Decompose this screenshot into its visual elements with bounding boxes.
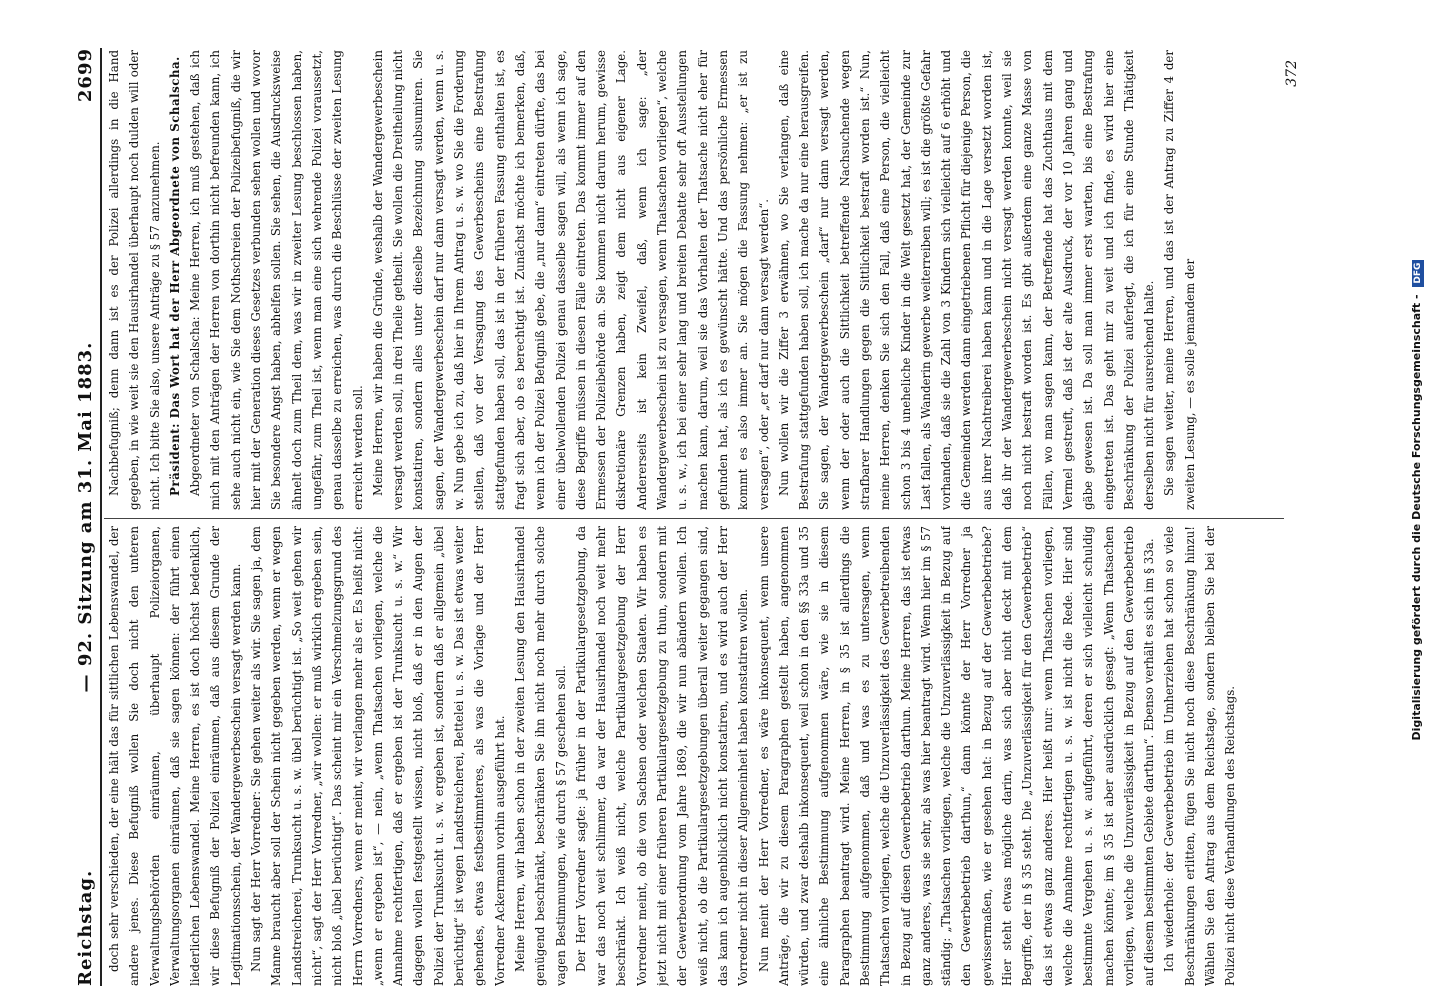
- left-paragraph: doch sehr verschieden, der eine hält das für sittlichen Lebenswandel, der andere jenes. Diese Befugniß wollen Sie doch nicht den unteren Verwaltungsbehörden einräumen, überhaupt Polizeiorganen, Verwaltungsorganen einräumen, daß sie sagen können: der führt einen liederlichen Lebenswandel. Meine Herren, es ist doch höchst bedenklich, wir diese Befugniß der Polizei einräumen, daß aus diesem Grunde der Legitimationsschein, der Wandergewerbeschein versagt werden kann.: [107, 526, 243, 986]
- right-paragraph: Präsident: Das Wort hat der Herr Abgeordnete von Schalscha.: [167, 56, 182, 496]
- right-paragraph: Sie sagen weiter, meine Herren, und das ist der Antrag zu Ziffer 4 der zweiten Lesung, — es solle jemandem der: [1162, 50, 1197, 510]
- left-column: [104, 526, 1284, 986]
- header-journal-title: Reichstag.: [75, 869, 96, 986]
- dfg-logo: DFG: [1412, 260, 1424, 287]
- header-session-date: — 92. Sitzung am 31. Mai 1883.: [75, 341, 96, 693]
- header-page-number: 2699: [75, 48, 96, 103]
- right-paragraph: Nachbefugniß; denn dann ist es der Polizei allerdings in die Hand gegeben, in wie weit sie den Hausirhandel überhaupt noch dulden will oder nicht. Ich bitte Sie also, unsere Anträge zu § 57 anzunehmen.: [107, 50, 162, 510]
- left-paragraph: Meine Herren, wir haben schon in der zweiten Lesung den Hausirhandel genügend beschränkt, beschränken Sie ihn nicht noch mehr durch solche vagen Bestimmungen, wie durch § 57 geschehen soll.: [512, 526, 568, 986]
- digitization-credit: [1410, 20, 1424, 980]
- left-paragraph: Nun sagt der Herr Vorredner: Sie gehen weiter als wir. Sie sagen ja, dem Manne braucht aber soll der Schein nicht gegeben werden, wenn er wegen Landstreicherei, Trunksucht u. s. w. übel berüchtigt ist. „So weit gehen wir nicht“, sagt der Herr Vorredner, „wir wollen: er muß wirklich ergeben sein, nicht bloß „übel berüchtigt“. Das scheint mir ein Verschmelzungsgrund des Herrn Vorredners, wenn er meint, wir verlangen mehr als er. Es heißt nicht: „wenn er ergeben ist“, — nein, „wenn Thatsachen vorliegen, welche die Annahme rechtfertigen, daß er ergeben ist der Trunksucht u. s. w.“ Wir dagegen wollen festgestellt wissen, nicht bloß, daß er in den Augen der Polizei der Trunksucht u. s. w. ergeben ist, sondern daß er allgemein „übel berüchtigt“ ist wegen Landstreicherei, Bettelei u. s. w. Das ist etwas weiter gehendes, etwas festbestimmteres, als was die Vorlage und der Herr Vorredner Ackermann vorhin ausgeführt hat.: [249, 526, 507, 986]
- right-paragraph: Nun wollen wir die Ziffer 3 erwähnen, wo Sie verlangen, daß eine Bestrafung stattgefunden haben soll, ich mache da nur eine herausgreifen. Sie sagen, der Wandergewerbeschein „darf“ nur dann versagt werden, wenn der oder auch die Sittlichkeit betreffende Nachsuchende wegen strafbarer Handlungen gegen die Sittlichkeit bestraft worden ist.“ Nun, meine Herren, denken Sie sich den Fall, daß eine Person, die vielleicht schon 3 bis 4 uneheliche Kinder in die Welt gesetzt hat, der Gemeinde zur Last fallen, als Wanderin gewerbe weiterreiben will; es ist die größte Gefahr vorhanden, daß sie die Zahl von 3 Kindern sich vielleicht auf 6 erhöht und die Gemeinden werden dann eingetriebenen Pflicht für diejenige Person, die aus ihrer Nachtreiberei haben kann und in die Lage versetzt worden ist, daß ihr der Wandergewerbeschein nicht versagt werden konnte, weil sie noch nicht bestraft worden ist. Es gibt außerdem eine ganze Masse von Fällen, wo man sagen kann, der Betreffende hat das Zuchthaus mit dem Vermel gestreift, daß ist der alte Ausdruck, der vor 10 Jahren gang und gäbe gewesen ist. Da soll man immer erst warten, bis eine Bestrafung eingetreten ist. Das geht mir zu weit und ich finde, es wird hier eine Beschränkung der Polizei auferlegt, die ich für eine Stunde Thätigkeit derselben nicht für ausreichend halte.: [776, 50, 1157, 510]
- page-header: [70, 48, 102, 986]
- signature-number: 372: [1284, 60, 1300, 87]
- left-paragraph: Nun meint der Herr Vorredner, es wäre inkonsequent, wenn unsere Anträge, die wir zu diesem Paragraphen gestellt haben, angenommen würden, und zwar deshalb inkonsequent, weil schon in den §§ 33a und 35 eine ähnliche Bestimmung aufgenommen wäre, wie sie in diesem Paragraphen beantragt wird. Meine Herren, in § 35 ist allerdings die Bestimmung aufgenommen, daß und was es zu untersagen, wenn Thatsachen vorliegen, welche die Unzuverlässigkeit des Gewerbetreibenden in Bezug auf diesen Gewerbebetrieb darthun. Meine Herren, das ist etwas ganz anderes, was sie sehr, als was hier beantragt wird. Wenn hier im § 57 ständig: „Thatsachen vorliegen, welche die Unzuverlässigkeit in Bezug auf den Gewerbebetrieb darthun,“ dann könnte der Herr Vorredner ja gewissermaßen, wie er gesehen hat: in Bezug auf der Gewerbebetriebe? Hier steht etwas mögliche darin, was sich aber nicht deckt mit dem Begriffe, der in § 35 steht. Die „Unzuverlässigkeit für den Gewerbebetrieb“ das ist etwas ganz anderes. Hier heißt nur: wenn Thatsachen vorliegen, welche die Annahme rechtfertigen u. s. w. ist nicht die Rede. Hier sind bestimmte Vergehen u. s. w. aufgeführt, deren er sich vielleicht schuldig machen könnte; im § 35 ist aber ausdrücklich gesagt: „Wenn Thatsachen vorliegen, welche die Unzuverlässigkeit in Bezug auf den Gewerbebetrieb auf diesem bestimmten Gebiete darthun“. Ebenso verhält es sich im § 33a.: [756, 526, 1157, 986]
- credit-text: Digitalisierung gefördert durch die Deutsche Forschungsgemeinschaft -: [1410, 294, 1423, 741]
- right-paragraph: Abgeordneter von Schalscha: Meine Herren, ich muß gestehen, daß ich mich mit den Anträgen der Herren von dorthin nicht befreunden kann, ich sehe auch nicht ein, wie Sie dem Nothschreien der Polizeibefugniß, die wir hier mit der Generation dieses Gesetzes verbunden sehen wollen und wovor Sie besondere Angst haben, abhelfen sollen. Sie sehen, die Ausdrucksweise ähnelt doch zum Theil dem, was wir in zweiter Lesung beschlossen haben, ungefähr, zum Theil ist, wenn man eine sich wehrende Polizei voraussetzt, genau dasselbe zu erreichen, was durch die Beschlüsse der zweiten Lesung erreicht werden soll.: [188, 50, 365, 510]
- left-paragraph: Der Herr Vorredner sagte: ja früher in der Partikulargesetzgebung, da war das noch weit schlimmer, da war der Hausirhandel noch weit mehr beschränkt. Ich weiß nicht, welche Partikulargesetzgebung der Herr Vorredner meint, ob die von Sachsen oder welchen Staaten. Wir haben es jetzt nicht mit einer früheren Partikulargesetzgebung zu thun, sondern mit der Gewerbeordnung vom Jahre 1869, die wir nun abändern wollen. Ich weiß nicht, ob die Partikulargesetzgebungen überall weiter gegangen sind, das kann ich augenblicklich nicht konstatiren, und es wird auch der Herr Vorredner nicht in dieser Allgemeinheit haben konstatiren wollen.: [573, 526, 751, 986]
- column-divider: [104, 518, 1284, 519]
- left-paragraph: Ich wiederhole: der Gewerbebetrieb im Umherziehen hat schon so viele Beschränkungen erlitten, fügen Sie nicht noch diese Beschränkung hinzu! Wählen Sie den Antrag aus dem Reichstage, sondern bleiben Sie bei der Polizei nicht diese Verhandlungen des Reichstags.: [1162, 526, 1238, 986]
- right-column: [104, 50, 1284, 510]
- right-paragraph: Meine Herren, wir haben die Gründe, weshalb der Wandergewerbeschein versagt werden soll, in drei Theile getheilt. Sie wollen die Dreitheilung nicht konstatiren, sondern alles unter dieselbe Bezeichnung subsumiren. Sie sagen, der Wandergewerbeschein darf nur dann versagt werden, wenn u. s. w. Nun gebe ich zu, daß hier in Ihrem Antrag u. s. w. wo Sie die Forderung stellen, daß vor der Versagung des Gewerbescheins eine Bestrafung stattgefunden haben soll, das ist in der früheren Fassung enthalten ist, es fragt sich aber, ob es berechtigt ist. Zunächst möchte ich bemerken, daß, wenn ich der Polizei Befugniß gebe, die „nur dann“ eintreten dürfte, das bei einer übelwollenden Polizei genau dasselbe sagen will, als wenn ich sage, diese Begriffe müssen in diesen Fälle eintreten. Das kommt immer auf den Ermessen der Polizeibehörde an. Sie kommen nicht darum herum, gewisse diskretionäre Grenzen haben, zeigt dem nicht aus eigener Lage. Andererseits ist kein Zweifel, daß, wenn ich sage: „der Wandergewerbeschein ist zu versagen, wenn Thatsachen vorliegen“, welche u. s. w., ich bei einer sehr lang und breiten Debatte sehr oft Ausstellungen machen kann, darum, weil sie das Vorhalten der Thatsache nicht eher für gefunden hat, als ich es gewünscht hätte. Und das persönliche Ermessen kommt es also immer an. Sie mögen die Fassung nehmen: „er ist zu versagen“, oder „er darf nur dann versagt werden“.: [370, 50, 771, 510]
